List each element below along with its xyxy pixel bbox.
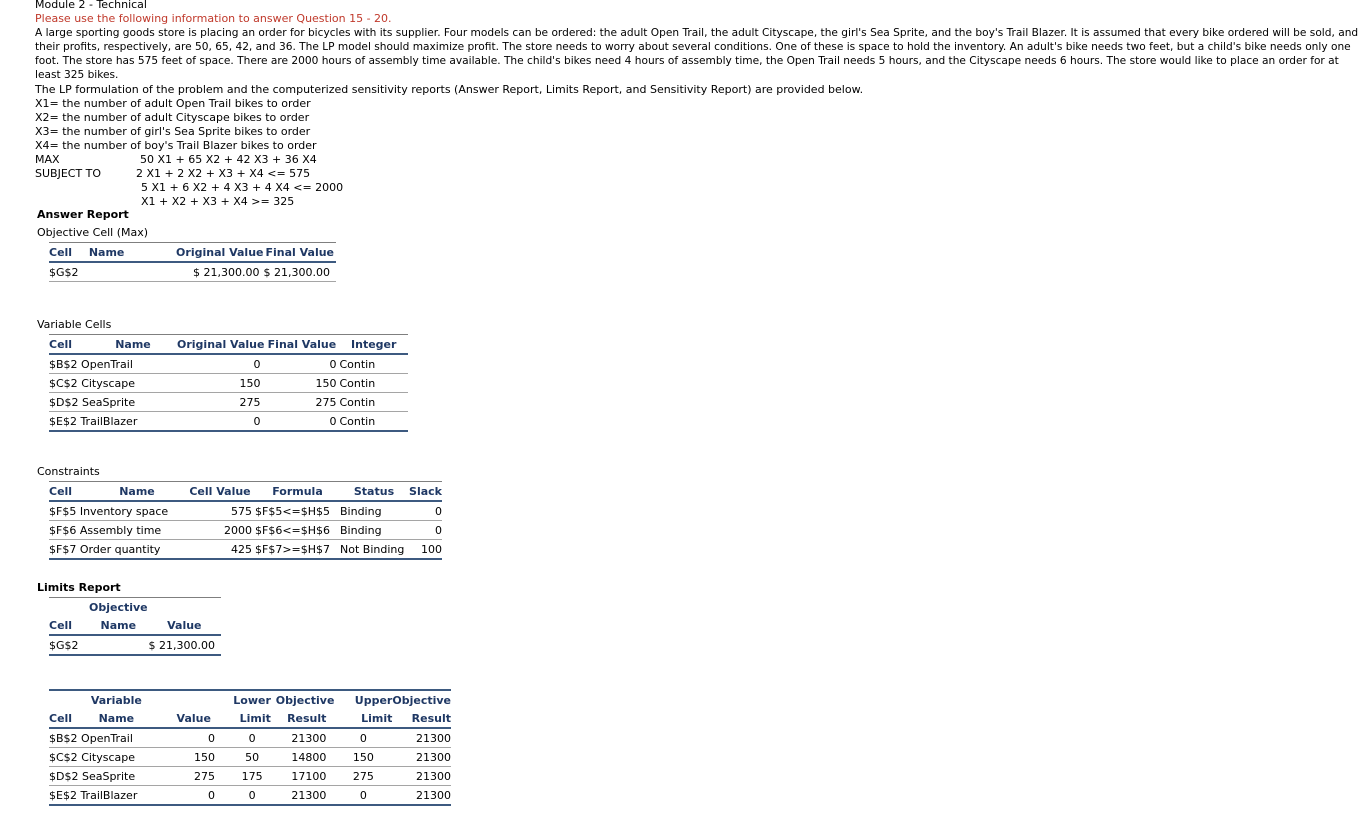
cell-value: 425 [185, 540, 255, 560]
value: 0 [144, 786, 217, 806]
cell-name: SeaSprite [81, 769, 136, 783]
page-title: Module 2 - Technical [35, 0, 147, 11]
col-header: Limit [233, 709, 271, 728]
table-row [49, 393, 408, 412]
original-value: 150 [177, 374, 264, 393]
col-header: Original Value [177, 335, 264, 355]
variable-definition: X4= the number of boy's Trail Blazer bikes to order [35, 139, 317, 152]
table-row [49, 748, 451, 767]
final-value: 275 [264, 393, 339, 412]
constraint-expression: 5 X1 + 6 X2 + 4 X3 + 4 X4 <= 2000 [141, 181, 344, 194]
lower-limit: 175 [233, 767, 271, 786]
objective-cell-title: Objective Cell (Max) [37, 226, 149, 239]
cell-ref-name [49, 728, 144, 748]
col-header: Limit [334, 709, 392, 728]
col-header: Value [144, 709, 217, 728]
original-value: 0 [177, 354, 264, 374]
constraint-expression: 2 X1 + 2 X2 + X3 + X4 <= 575 [136, 167, 311, 180]
table-row [49, 540, 442, 560]
integer-value: Contin [339, 354, 408, 374]
cell-ref: $C$2 [49, 750, 78, 764]
col-header: Name [89, 335, 177, 355]
cell-name: TrailBlazer [80, 788, 138, 802]
col-header: Cell [49, 709, 88, 728]
table-row [49, 374, 408, 393]
lower-result: 17100 [271, 767, 335, 786]
col-header: Final Value [264, 335, 339, 355]
lower-result: 14800 [271, 748, 335, 767]
original-value: $ 21,300.00 [176, 262, 263, 282]
upper-result: 21300 [392, 786, 451, 806]
col-header: Variable [90, 693, 142, 707]
constraints-table [49, 481, 442, 560]
cell-ref: $D$2 [49, 395, 79, 409]
objective-expression: 50 X1 + 65 X2 + 42 X3 + 36 X4 [140, 153, 317, 166]
table-row [49, 767, 451, 786]
col-header: Upper [354, 693, 393, 707]
constraint-expression: X1 + X2 + X3 + X4 >= 325 [141, 195, 295, 208]
slack: 100 [408, 540, 442, 560]
table-row [49, 786, 451, 806]
cell-ref: $B$2 [49, 731, 78, 745]
formulation-intro: The LP formulation of the problem and the computerized sensitivity reports (Answer Report, Limits Report, and Sensitivity Report) are provided below. [35, 83, 864, 96]
col-header: Name [88, 709, 144, 728]
lower-limit: 50 [233, 748, 271, 767]
cell-ref-name [49, 412, 177, 432]
col-header: Cell Value [185, 482, 255, 502]
value: $ 21,300.00 [148, 635, 221, 655]
integer-value: Contin [339, 393, 408, 412]
variable-definition: X1= the number of adult Open Trail bikes to order [35, 97, 311, 110]
col-header: Name [89, 616, 148, 635]
cell-ref: $F$6 [49, 523, 77, 537]
col-header: Name [89, 482, 185, 502]
lower-limit: 0 [233, 786, 271, 806]
lower-limit: 0 [233, 728, 271, 748]
table-row [49, 521, 442, 540]
table-row [49, 262, 336, 282]
formula: $F$5<=$H$5 [255, 501, 340, 521]
col-header: Original Value [176, 243, 263, 263]
table-row [49, 354, 408, 374]
cell-value: 2000 [185, 521, 255, 540]
table-row [49, 635, 221, 655]
final-value: 0 [264, 354, 339, 374]
cell-name: Order quantity [79, 542, 161, 556]
formula: $F$7>=$H$7 [255, 540, 340, 560]
lower-result: 21300 [271, 728, 335, 748]
final-value: 150 [264, 374, 339, 393]
cell-name [89, 262, 176, 282]
objective-cell-table [49, 242, 336, 282]
cell-ref: $E$2 [49, 414, 77, 428]
cell-ref: $B$2 [49, 357, 78, 371]
cell-ref-name [49, 767, 144, 786]
cell-name: Inventory space [79, 504, 169, 518]
col-header: Final Value [264, 243, 336, 263]
col-header: Name [89, 243, 176, 263]
cell-name: OpenTrail [81, 357, 133, 371]
constraints-title: Constraints [37, 465, 100, 478]
col-header: Status [340, 482, 408, 502]
cell-ref-name [49, 748, 144, 767]
col-header: Lower [233, 693, 271, 707]
limits-variable-table [49, 689, 451, 806]
answer-report-title: Answer Report [37, 208, 129, 221]
variable-cells-table [49, 334, 408, 432]
cell-ref: $C$2 [49, 376, 78, 390]
col-header: Objective [89, 600, 148, 614]
upper-result: 21300 [392, 767, 451, 786]
lower-result: 21300 [271, 786, 335, 806]
cell-ref-name [49, 540, 185, 560]
upper-limit: 150 [334, 748, 392, 767]
col-header: Objective [392, 693, 451, 707]
cell-name: Cityscape [81, 376, 136, 390]
col-header: Cell [49, 616, 89, 635]
table-row [49, 412, 408, 432]
cell-ref-name [49, 521, 185, 540]
table-row [49, 728, 451, 748]
cell-ref: $D$2 [49, 769, 79, 783]
variable-cells-title: Variable Cells [37, 318, 112, 331]
col-header: Formula [255, 482, 340, 502]
variable-definition: X2= the number of adult Cityscape bikes to order [35, 111, 310, 124]
upper-limit: 0 [334, 786, 392, 806]
value: 150 [144, 748, 217, 767]
cell-ref-name [49, 501, 185, 521]
formula: $F$6<=$H$6 [255, 521, 340, 540]
problem-paragraph: A large sporting goods store is placing an order for bicycles with its supplier. Four models can be ordered: the adult Open Trail, the adult Cityscape, the girl's Sea Sprite, and the boy's Trail Blazer. It is assumed that every bike ordered will be sold, and their profits, respectively, are 50, 65, 42, and 36. The LP model should maximize profit. The store needs to worry about several conditions. One of these is space to hold the inventory. An adult's bike needs two feet, but a child's bike needs only one foot. The store has 575 feet of space. There are 2000 hours of assembly time available. The child's bikes need 4 hours of assembly time, the Open Trail needs 5 hours, and the Cityscape needs 6 hours. The store would like to place an order for at least 325 bikes. [35, 27, 1359, 81]
original-value: 275 [177, 393, 264, 412]
col-header: Result [271, 709, 335, 728]
col-header: Integer [339, 335, 408, 355]
cell-ref: $E$2 [49, 788, 77, 802]
cell-value: 575 [185, 501, 255, 521]
status: Binding [340, 501, 408, 521]
cell-name: OpenTrail [81, 731, 133, 745]
col-header: Cell [49, 335, 89, 355]
cell-ref: $F$5 [49, 504, 77, 518]
variable-definition: X3= the number of girl's Sea Sprite bikes to order [35, 125, 311, 138]
col-header: Result [392, 709, 451, 728]
limits-objective-table [49, 597, 221, 656]
max-label: MAX [35, 153, 60, 166]
cell-name [89, 635, 148, 655]
upper-result: 21300 [392, 728, 451, 748]
status: Binding [340, 521, 408, 540]
cell-ref-name [49, 786, 144, 806]
cell-ref-name [49, 393, 177, 412]
final-value: 0 [264, 412, 339, 432]
col-header: Cell [49, 243, 89, 263]
integer-value: Contin [339, 412, 408, 432]
status: Not Binding [340, 540, 408, 560]
final-value: $ 21,300.00 [264, 262, 336, 282]
instruction-text: Please use the following information to answer Question 15 - 20. [35, 12, 392, 25]
integer-value: Contin [339, 374, 408, 393]
cell-name: TrailBlazer [80, 414, 138, 428]
slack: 0 [408, 521, 442, 540]
cell-name: Assembly time [79, 523, 162, 537]
table-row [49, 501, 442, 521]
subject-to-label: SUBJECT TO [35, 167, 102, 180]
value: 275 [144, 767, 217, 786]
cell-ref: $F$7 [49, 542, 77, 556]
cell-ref: $G$2 [49, 262, 89, 282]
col-header: Value [148, 616, 221, 635]
col-header: Objective [275, 693, 335, 707]
col-header: Cell [49, 482, 89, 502]
upper-limit: 0 [334, 728, 392, 748]
limits-report-title: Limits Report [37, 581, 121, 594]
cell-name: Cityscape [81, 750, 136, 764]
col-header: Slack [408, 482, 442, 502]
slack: 0 [408, 501, 442, 521]
upper-limit: 275 [334, 767, 392, 786]
cell-ref-name [49, 374, 177, 393]
cell-ref: $G$2 [49, 635, 89, 655]
value: 0 [144, 728, 217, 748]
cell-ref-name [49, 354, 177, 374]
cell-name: SeaSprite [81, 395, 136, 409]
original-value: 0 [177, 412, 264, 432]
upper-result: 21300 [392, 748, 451, 767]
